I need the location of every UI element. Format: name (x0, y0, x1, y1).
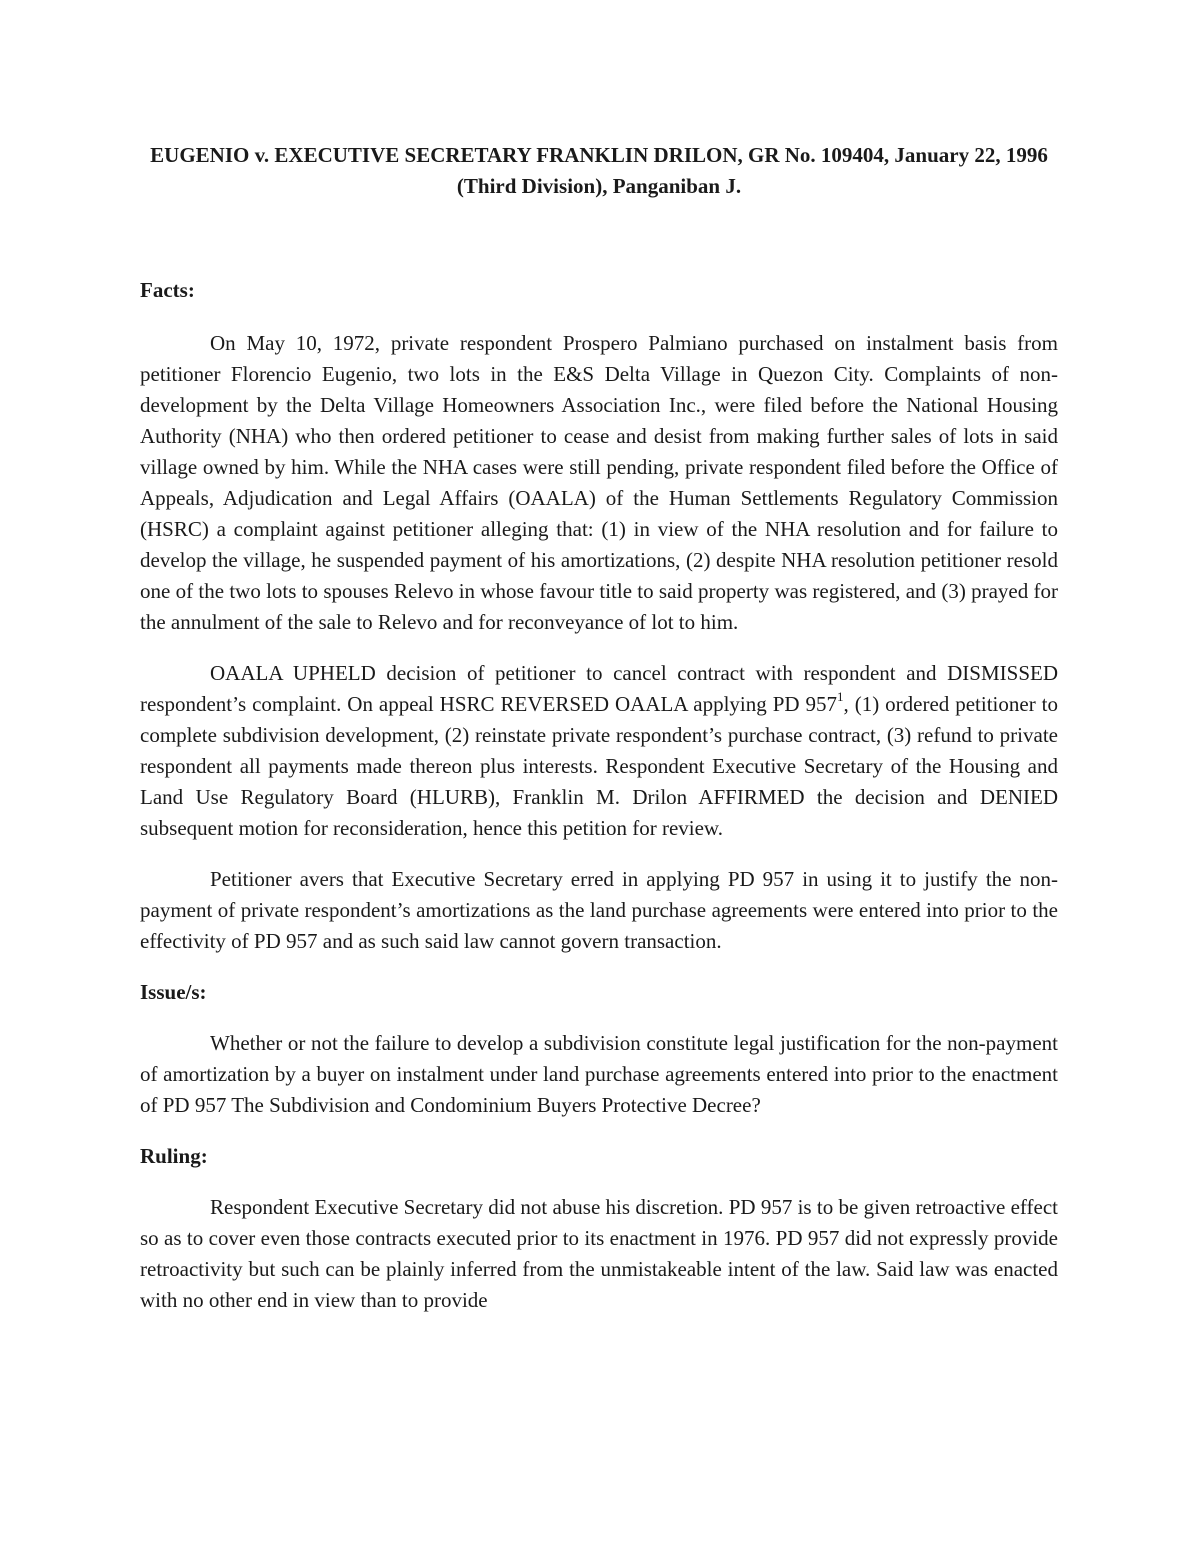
facts-heading: Facts: (140, 278, 195, 302)
issues-heading: Issue/s: (140, 980, 207, 1004)
issues-paragraph-1: Whether or not the failure to develop a subdivision constitute legal justification for the non-payment of amortization by a buyer on instalment under land purchase agreements entered into prior to the enactment of PD 957 The Subdivision and Condominium Buyers Protective Decree? (140, 1031, 1058, 1117)
ruling-heading: Ruling: (140, 1144, 208, 1168)
document-page (140, 140, 1058, 1316)
case-title: EUGENIO v. EXECUTIVE SECRETARY FRANKLIN DRILON, GR No. 109404, January 22, 1996 (Third Division), Panganiban J. (150, 143, 1048, 198)
facts-paragraph-2 (140, 658, 1058, 844)
facts-paragraph-2-after: , (1) ordered petitioner to complete subdivision development, (2) reinstate private respondent’s purchase contract, (3) refund to private respondent all payments made thereon plus interests. Respondent Executive Secretary of the Housing and Land Use Regulatory Board (HLURB), Franklin M. Drilon AFFIRMED the decision and DENIED subsequent motion for reconsideration, hence this petition for review. (140, 692, 1059, 840)
facts-paragraph-3: Petitioner avers that Executive Secretary erred in applying PD 957 in using it to justify the non-payment of private respondent’s amortizations as the land purchase agreements were entered into prior to the effectivity of PD 957 and as such said law cannot govern transaction. (140, 867, 1058, 953)
facts-paragraph-1: On May 10, 1972, private respondent Prospero Palmiano purchased on instalment basis from petitioner Florencio Eugenio, two lots in the E&S Delta Village in Quezon City. Complaints of non-development by the Delta Village Homeowners Association Inc., were filed before the National Housing Authority (NHA) who then ordered petitioner to cease and desist from making further sales of lots in said village owned by him. While the NHA cases were still pending, private respondent filed before the Office of Appeals, Adjudication and Legal Affairs (OAALA) of the Human Settlements Regulatory Commission (HSRC) a complaint against petitioner alleging that: (1) in view of the NHA resolution and for failure to develop the village, he suspended payment of his amortizations, (2) despite NHA resolution petitioner resold one of the two lots to spouses Relevo in whose favour title to said property was registered, and (3) prayed for the annulment of the sale to Relevo and for reconveyance of lot to him. (140, 331, 1058, 634)
footnote-marker: 1 (837, 689, 844, 704)
ruling-paragraph-1: Respondent Executive Secretary did not abuse his discretion. PD 957 is to be given retroactive effect so as to cover even those contracts executed prior to its enactment in 1976. PD 957 did not expressly provide retroactivity but such can be plainly inferred from the unmistakeable intent of the law. Said law was enacted with no other end in view than to provide (140, 1195, 1058, 1312)
facts-paragraph-2-before: OAALA UPHELD decision of petitioner to cancel contract with respondent and DISMISSED respondent’s complaint. On appeal HSRC REVERSED OAALA applying PD 957 (140, 661, 1058, 716)
